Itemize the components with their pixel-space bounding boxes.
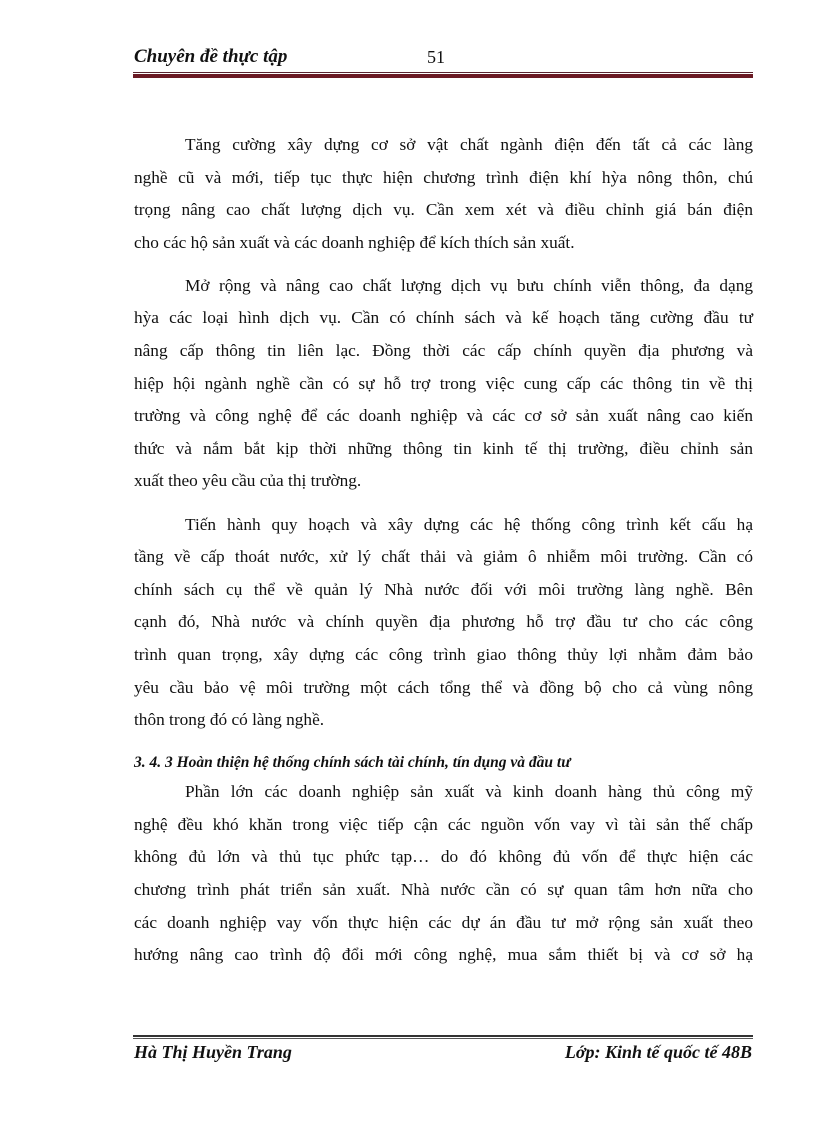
page-number: 51 <box>427 47 445 67</box>
footer-class: Lớp: Kinh tế quốc tế 48B <box>564 1042 752 1062</box>
text-line: không đủ lớn và thủ tục phức tạp… do đó không đủ vốn để thực hiện các <box>134 847 753 867</box>
text-line: thôn trong đó có làng nghề. <box>134 710 325 730</box>
paragraph <box>134 779 753 975</box>
text-line: cho các hộ sản xuất và các doanh nghiệp để kích thích sản xuất. <box>134 232 575 252</box>
text-line: hỳa các loại hình dịch vụ. Cần có chính sách và kế hoạch tăng cường đầu tư <box>134 308 753 328</box>
paragraph <box>134 273 753 501</box>
text-line: trường và công nghệ để các doanh nghiệp và các cơ sở sản xuất nâng cao kiến <box>134 406 753 426</box>
text-line: Mở rộng và nâng cao chất lượng dịch vụ bưu chính viễn thông, đa dạng <box>185 275 753 295</box>
text-line: hiệp hội ngành nghề cần có sự hỗ trợ trong việc cung cấp các thông tin về thị <box>134 373 753 393</box>
footer-rule-thick <box>133 1035 753 1037</box>
text-line: nâng cấp thông tin liên lạc. Đồng thời các cấp chính quyền địa phương và <box>134 341 753 361</box>
footer-rule-thin <box>133 1038 753 1039</box>
text-line: các doanh nghiệp vay vốn thực hiện các dự án đầu tư mở rộng sản xuất theo <box>134 912 753 932</box>
section-heading: 3. 4. 3 Hoàn thiện hệ thống chính sách tài chính, tín dụng và đầu tư <box>134 754 571 772</box>
text-line: nghề cũ và mới, tiếp tục thực hiện chương trình điện khí hỳa nông thôn, chú <box>134 167 753 187</box>
text-line: Phần lớn các doanh nghiệp sản xuất và kinh doanh hàng thủ công mỹ <box>185 782 753 802</box>
text-line: thức và nắm bắt kịp thời những thông tin kinh tế thị trường, điều chỉnh sản <box>134 438 753 458</box>
header-title: Chuyên đề thực tập <box>134 46 288 67</box>
paragraph <box>134 132 753 262</box>
text-line: tầng về cấp thoát nước, xử lý chất thải và giảm ô nhiễm môi trường. Cần có <box>134 547 753 567</box>
text-line: nghệ đều khó khăn trong việc tiếp cận các nguồn vốn vay vì tài sản thế chấp <box>134 814 753 834</box>
text-line: chính sách cụ thể về quản lý Nhà nước đối với môi trường làng nghề. Bên <box>134 579 753 599</box>
text-line: hướng nâng cao trình độ đổi mới công nghệ, mua sắm thiết bị và cơ sở hạ <box>134 945 753 965</box>
text-line: chương trình phát triển sản xuất. Nhà nước cần có sự quan tâm hơn nữa cho <box>134 879 753 899</box>
footer-author: Hà Thị Huyền Trang <box>134 1042 292 1062</box>
header-rule-thick <box>133 74 753 78</box>
text-line: trình quan trọng, xây dựng các công trình giao thông thủy lợi nhằm đảm bảo <box>134 644 753 664</box>
text-line: cạnh đó, Nhà nước và chính quyền địa phương hỗ trợ đầu tư cho các công <box>134 612 753 632</box>
header-rule-thin <box>133 72 753 73</box>
paragraph <box>134 512 753 740</box>
text-line: yêu cầu bảo vệ môi trường một cách tổng thể và đồng bộ cho cả vùng nông <box>134 677 753 697</box>
text-line: trọng nâng cao chất lượng dịch vụ. Cần xem xét và điều chỉnh giá bán điện <box>134 200 753 220</box>
text-line: Tiến hành quy hoạch và xây dựng các hệ thống công trình kết cấu hạ <box>185 514 753 534</box>
text-line: Tăng cường xây dựng cơ sở vật chất ngành điện đến tất cả các làng <box>185 135 753 154</box>
body-text <box>134 132 753 985</box>
text-line: xuất theo yêu cầu của thị trường. <box>134 471 362 491</box>
